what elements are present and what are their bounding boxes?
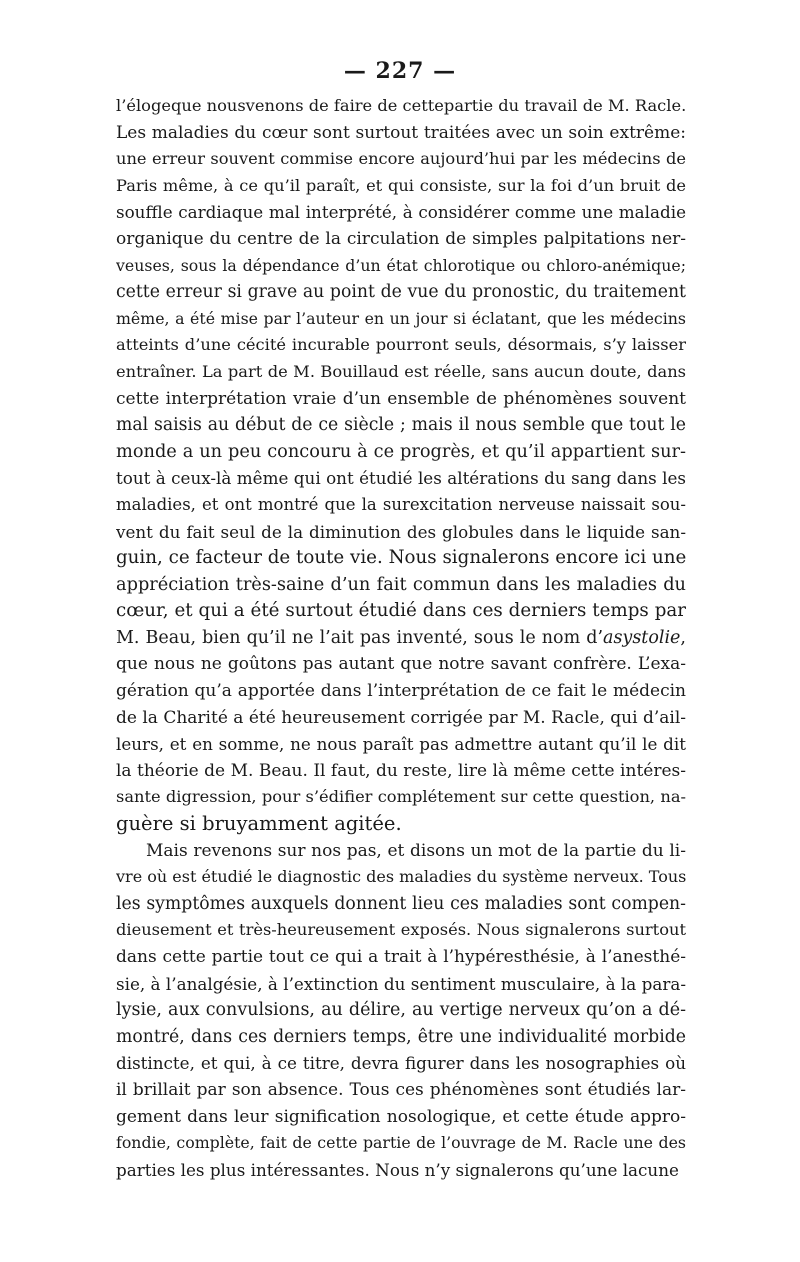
text-line: atteints d’une cécité incurable pourront seuls, désormais, s’y laisser [116, 335, 686, 355]
text-line: cette erreur si grave au point de vue du pronostic, du traitement [116, 282, 686, 303]
text-line: tout à ceux-là même qui ont étudié les altérations du sang dans les [116, 468, 686, 489]
text-line: entraîner. La part de M. Bouillaud est réelle, sans aucun doute, dans [116, 361, 686, 381]
text-line: Paris même, à ce qu’il paraît, et qui consiste, sur la foi d’un bruit de [116, 175, 686, 195]
text-line: dieusement et très-heureusement exposés. Nous signalerons surtout [116, 920, 686, 940]
text-line: M. Beau, bien qu’il ne l’ait pas inventé, sous le nom d’asystolie, [116, 627, 686, 648]
text-line: souffle cardiaque mal interprété, à considérer comme une maladie [116, 202, 686, 223]
text-line: maladies, et ont montré que la surexcitation nerveuse naissait sou- [116, 494, 686, 514]
text-line: distincte, et qui, à ce titre, devra figurer dans les nosographies où [116, 1053, 686, 1074]
text-line: sante digression, pour s’édifier complétement sur cette question, na- [116, 787, 686, 807]
text-line: montré, dans ces derniers temps, être une individualité morbide [116, 1026, 686, 1047]
text-line: cette interprétation vraie d’un ensemble de phénomènes souvent [116, 388, 686, 409]
text-line: parties les plus intéressantes. Nous n’y signalerons qu’une lacune [116, 1159, 679, 1180]
text-line: la théorie de M. Beau. Il faut, du reste, lire là même cette intéres- [116, 760, 686, 781]
text-line: Les maladies du cœur sont surtout traitées avec un soin extrême: [116, 122, 686, 143]
text-line: mal saisis au début de ce siècle ; mais il nous semble que tout le [116, 415, 686, 436]
text-line: cœur, et qui a été surtout étudié dans ces derniers temps par [116, 600, 686, 622]
body-text [116, 93, 686, 1183]
text-line: lysie, aux convulsions, au délire, au vertige nerveux qu’on a dé- [116, 1000, 686, 1021]
text-line: appréciation très-saine d’un fait commun dans les maladies du [116, 574, 686, 595]
text-line: les symptômes auxquels donnent lieu ces maladies sont compen- [116, 893, 686, 914]
text-line: veuses, sous la dépendance d’un état chlorotique ou chloro-anémique; [116, 255, 686, 275]
text-line: guère si bruyamment agitée. [116, 812, 402, 836]
text-line: organique du centre de la circulation de simples palpitations ner- [116, 228, 686, 249]
text-line: monde a un peu concouru à ce progrès, et qu’il appartient sur- [116, 441, 686, 462]
text-line: l’élogeque nousvenons de faire de cettepartie du travail de M. Racle. [116, 96, 686, 115]
text-line: gement dans leur signification nosologique, et cette étude appro- [116, 1106, 686, 1127]
text-line: fondie, complète, fait de cette partie de l’ouvrage de M. Racle une des [116, 1133, 686, 1153]
text-line: guin, ce facteur de toute vie. Nous signalerons encore ici une [116, 547, 686, 569]
page-number: — 227 — [343, 58, 457, 84]
text-line: que nous ne goûtons pas autant que notre savant confrère. L’exa- [116, 654, 686, 675]
text-line: une erreur souvent commise encore aujourd’hui par les médecins de [116, 149, 686, 169]
text-line: vent du fait seul de la diminution des globules dans le liquide san- [116, 521, 686, 542]
text-line: vre où est étudié le diagnostic des maladies du système nerveux. Tous [116, 867, 686, 887]
text-line: Mais revenons sur nos pas, et disons un mot de la partie du li- [146, 840, 686, 861]
text-line: même, a été mise par l’auteur en un jour si éclatant, que les médecins [116, 308, 686, 328]
text-line: il brillait par son absence. Tous ces phénomènes sont étudiés lar- [116, 1079, 686, 1100]
text-line: dans cette partie tout ce qui a trait à l’hypéresthésie, à l’anesthé- [116, 947, 686, 967]
text-line: gération qu’a apportée dans l’interprétation de ce fait le médecin [116, 681, 686, 702]
text-line: de la Charité a été heureusement corrigée par M. Racle, qui d’ail- [116, 707, 686, 728]
text-line: leurs, et en somme, ne nous paraît pas admettre autant qu’il le dit [116, 734, 686, 755]
text-line: sie, à l’analgésie, à l’extinction du sentiment musculaire, à la para- [116, 973, 686, 994]
